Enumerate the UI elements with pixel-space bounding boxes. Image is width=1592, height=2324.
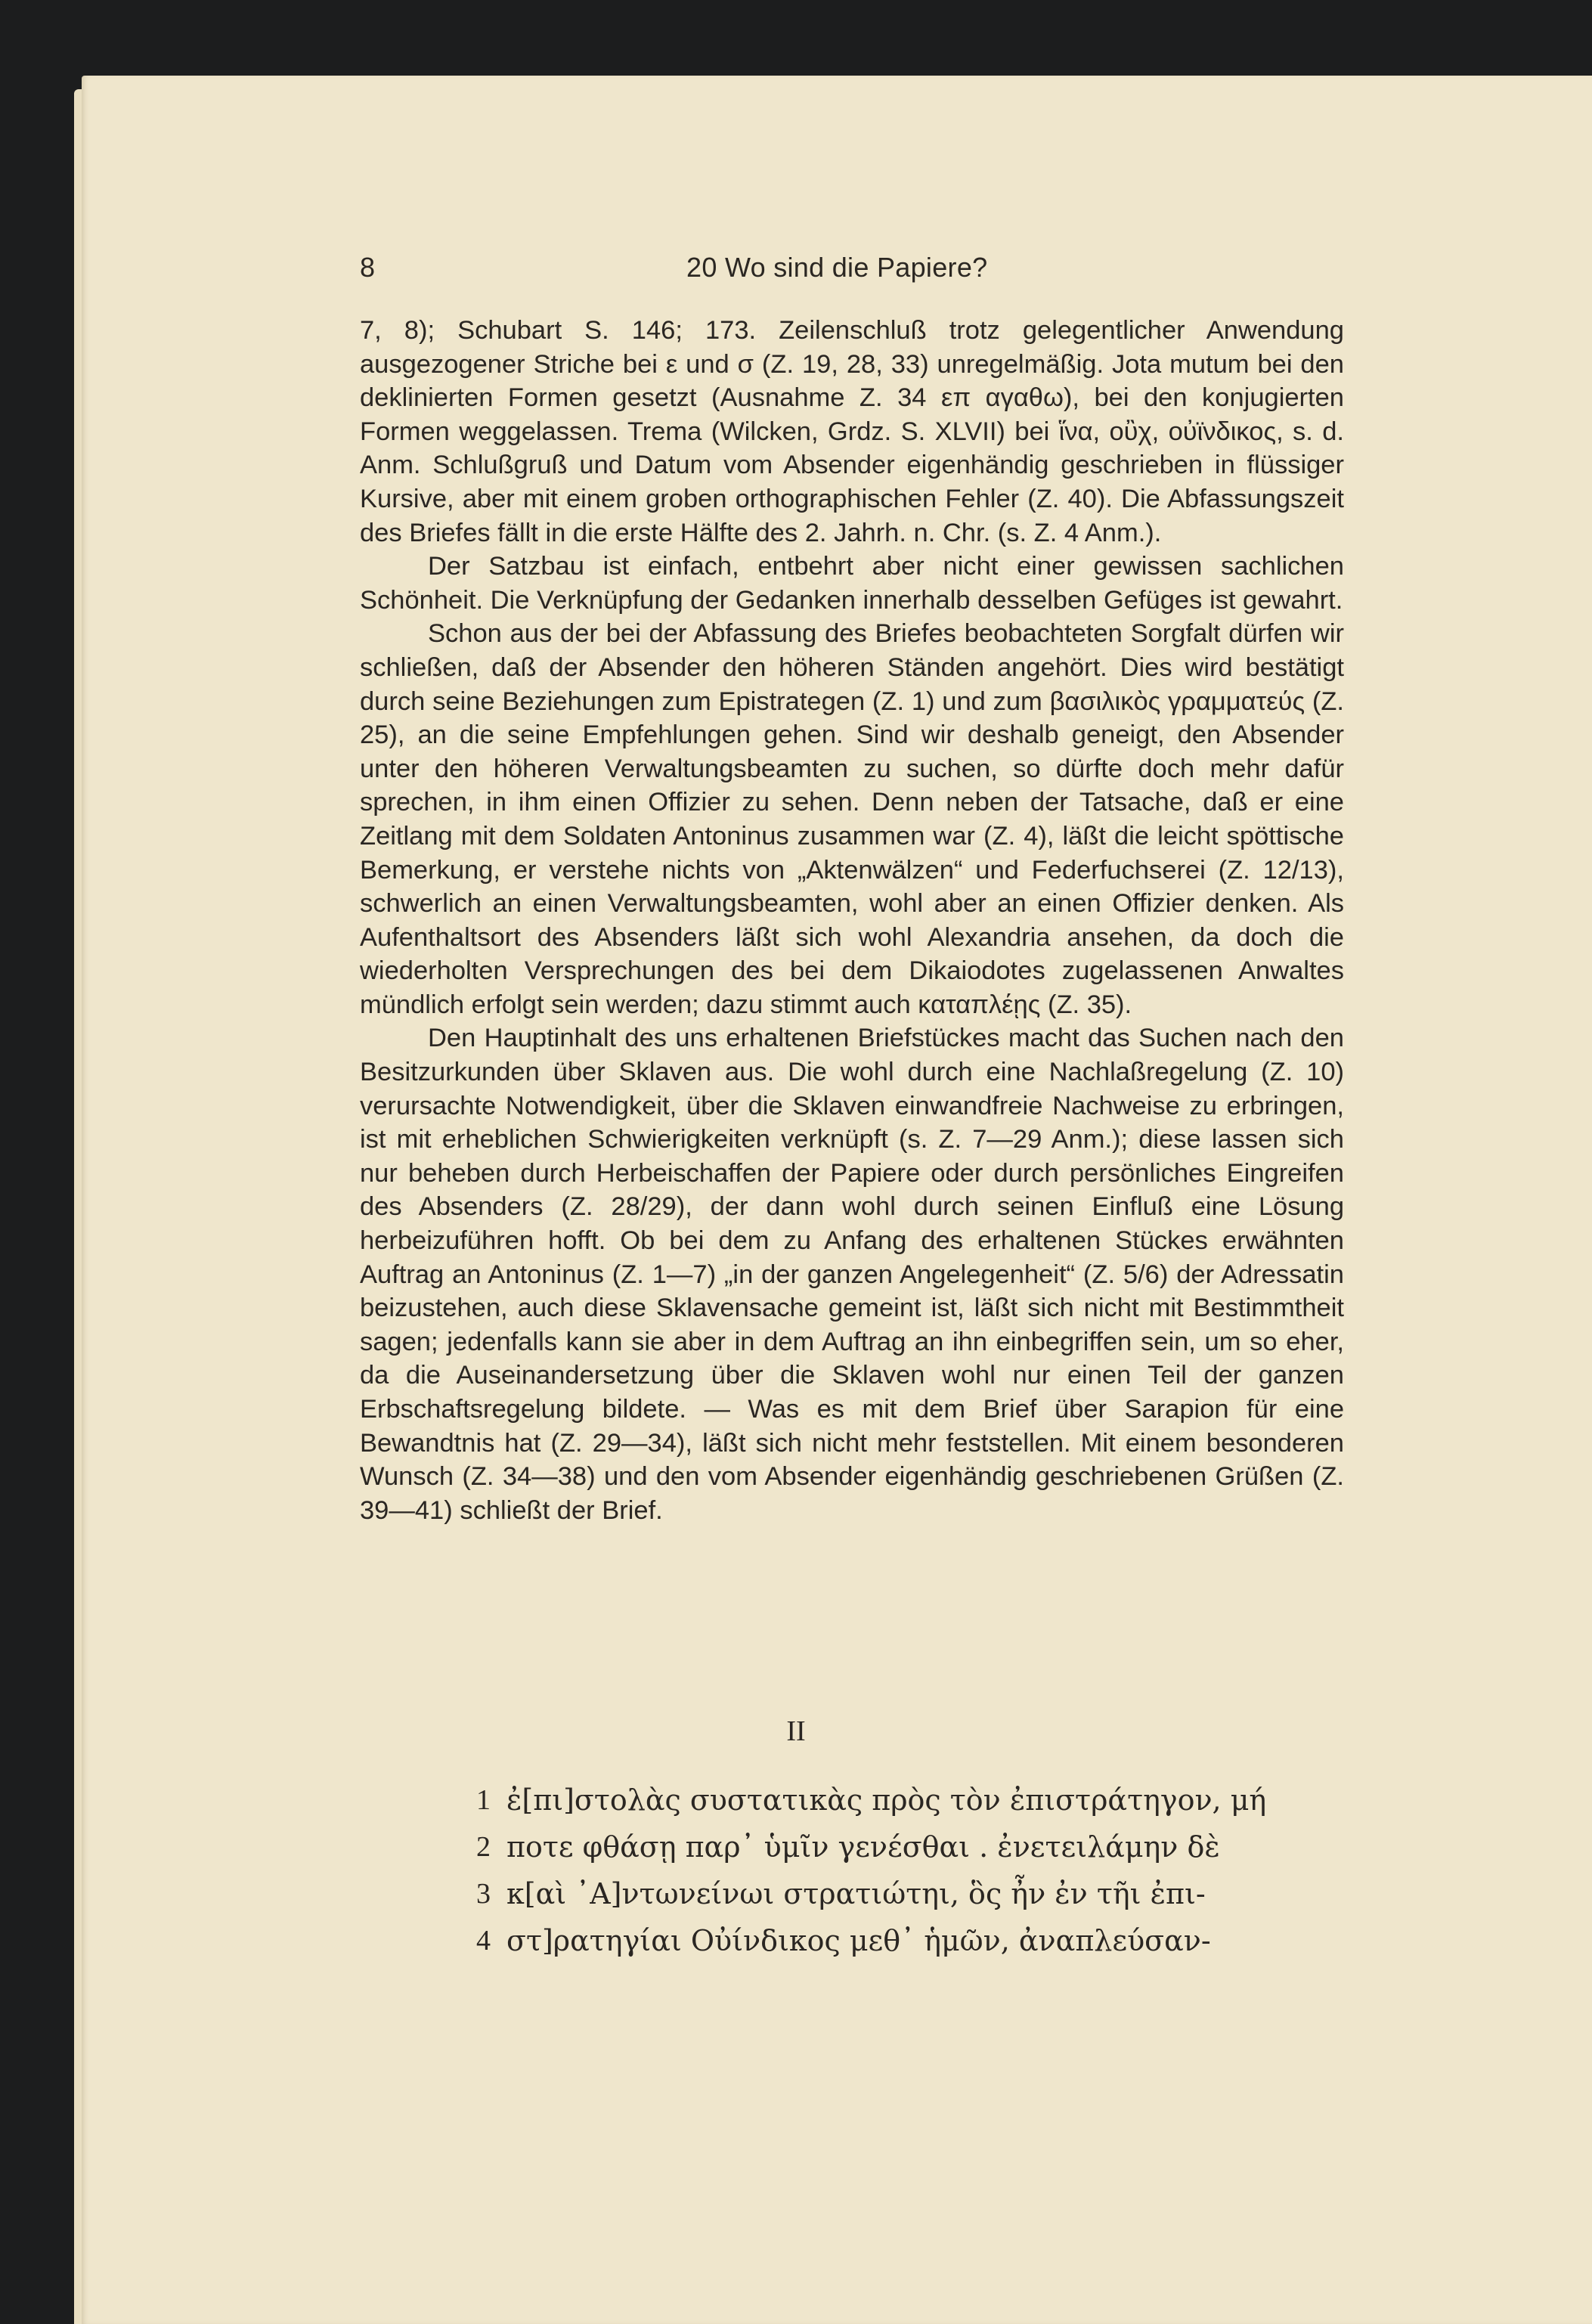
section-numeral: II (786, 1715, 806, 1747)
commentary-text (360, 314, 1344, 1527)
line-number: 1 (476, 1784, 491, 1816)
line-number: 2 (476, 1831, 491, 1863)
page-header (360, 252, 1343, 290)
greek-papyrus-text (476, 1777, 1383, 1964)
greek-line-text: στ]ρατηγίαι Οὐίνδικος μεθ᾽ ἡμῶν, ἀναπλεύσαν- (506, 1924, 1211, 1957)
line-number: 4 (476, 1925, 491, 1957)
running-title: 20 Wo sind die Papiere? (686, 252, 988, 283)
text-line (476, 1824, 1383, 1870)
greek-line-text: ἐ[πι]στολὰς συστατικὰς πρὸς τὸν ἐπιστράτηγον, μή (506, 1783, 1267, 1817)
paragraph: Schon aus der bei der Abfassung des Briefes beobachteten Sorgfalt dürfen wir schließen, daß der Absender den höheren Ständen angehört. Dies wird bestätigt durch seine Beziehungen zum Epistrategen (Z. 1) und zum βασιλικὸς γραμματεύς (Z. 25), an die seine Empfehlungen gehen. Sind wir deshalb geneigt, den Absender unter den höheren Verwaltungsbeamten zu suchen, so dürfte doch mehr dafür sprechen, in ihm einen Offizier zu sehen. Denn neben der Tatsache, daß er eine Zeitlang mit dem Soldaten Antoninus zusammen war (Z. 4), läßt die leicht spöttische Bemerkung, er verstehe nichts von „Aktenwälzen“ und Federfuchserei (Z. 12/13), schwerlich an einen Verwaltungsbeamten, wohl aber an einen Offizier denken. Als Aufenthaltsort des Absenders läßt sich wohl Alexandria ansehen, da doch die wiederholten Versprechungen des bei dem Dikaiodotes zugelassenen Anwaltes mündlich erfolgt sein werden; dazu stimmt auch καταπλέῃς (Z. 35). (360, 619, 1344, 1019)
text-line (476, 1777, 1383, 1824)
text-line (476, 1917, 1383, 1964)
line-number: 3 (476, 1878, 491, 1910)
page-number: 8 (360, 252, 376, 283)
greek-line-text: κ[αὶ ᾿Α]ντωνείνωι στρατιώτηι, ὃς ἦν ἐν τῆι ἐπι- (506, 1877, 1206, 1910)
greek-line-text: ποτε φθάσῃ παρ᾽ ὑμῖν γενέσθαι . ἐνετειλάμην δὲ (506, 1830, 1220, 1864)
paragraph: 7, 8); Schubart S. 146; 173. Zeilenschluß trotz gelegentlicher Anwendung ausgezogener Striche bei ε und σ (Z. 19, 28, 33) unregelmäßig. Jota mutum bei den deklinierten Formen gesetzt (Ausnahme Z. 34 επ αγαθω), bei den konjugierten Formen weggelassen. Trema (Wilcken, Grdz. S. XLVII) bei ἵνα, οὒχ, οὐϊνδικος, s. d. Anm. Schlußgruß und Datum vom Absender eigenhändig geschrieben in flüssiger Kursive, aber mit einem groben orthographischen Fehler (Z. 40). Die Abfassungszeit des Briefes fällt in die erste Hälfte des 2. Jahrh. n. Chr. (s. Z. 4 Anm.). (360, 316, 1344, 547)
paragraph: Den Hauptinhalt des uns erhaltenen Briefstückes macht das Suchen nach den Besitzurkunden über Sklaven aus. Die wohl durch eine Nachlaßregelung (Z. 10) verursachte Notwendigkeit, über die Sklaven einwandfreie Nachweise zu erbringen, ist mit erheblichen Schwierigkeiten verknüpft (s. Z. 7—29 Anm.); diese lassen sich nur beheben durch Herbeischaffen der Papiere oder durch persönliches Eingreifen des Absenders (Z. 28/29), der dann wohl durch seinen Einfluß eine Lösung herbeizuführen hofft. Ob bei dem zu Anfang des erhaltenen Stückes erwähnten Auftrag an Antoninus (Z. 1—7) „in der ganzen Angelegenheit“ (Z. 5/6) der Adressatin beizustehen, auch diese Sklavensache gemeint ist, läßt sich nicht mit Bestimmtheit sagen; jedenfalls kann sie aber in dem Auftrag an ihn einbegriffen sein, um so eher, da die Auseinandersetzung über die Sklaven wohl nur einen Teil der ganzen Erbschaftsregelung bildete. — Was es mit dem Brief über Sarapion für eine Bewandtnis hat (Z. 29—34), läßt sich nicht mehr feststellen. Mit einem besonderen Wunsch (Z. 34—38) und den vom Absender eigenhändig geschriebenen Grüßen (Z. 39—41) schließt der Brief. (360, 1024, 1344, 1525)
paragraph: Der Satzbau ist einfach, entbehrt aber nicht einer gewissen sachlichen Schönheit. Die Verknüpfung der Gedanken innerhalb desselben Gefüges ist gewahrt. (360, 552, 1344, 615)
text-line (476, 1870, 1383, 1917)
